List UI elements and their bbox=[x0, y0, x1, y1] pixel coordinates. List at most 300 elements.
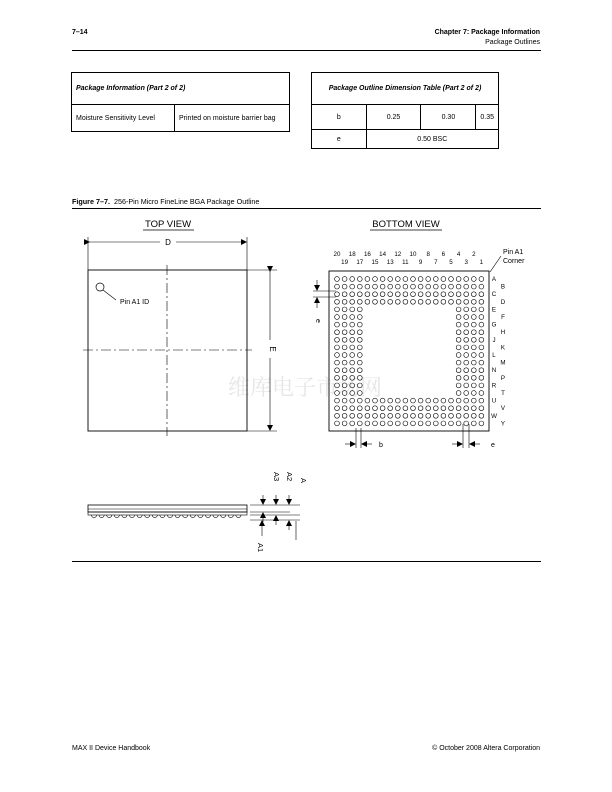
bga-ball bbox=[335, 337, 340, 342]
dimension-table-title: Package Outline Dimension Table (Part 2 of 2) bbox=[312, 73, 499, 105]
bga-ball bbox=[471, 337, 476, 342]
bga-ball bbox=[342, 322, 347, 327]
bga-ball bbox=[456, 277, 461, 282]
bga-ball bbox=[471, 284, 476, 289]
bga-ball bbox=[373, 413, 378, 418]
top-view-package bbox=[88, 270, 247, 431]
bga-ball bbox=[373, 277, 378, 282]
dim-nom: 0.30 bbox=[421, 105, 476, 130]
bga-ball bbox=[357, 299, 362, 304]
bga-ball bbox=[464, 413, 469, 418]
bga-ball bbox=[365, 292, 370, 297]
bga-ball bbox=[357, 315, 362, 320]
bga-ball bbox=[441, 299, 446, 304]
bga-ball bbox=[342, 307, 347, 312]
row-label: R bbox=[491, 382, 497, 390]
bga-ball bbox=[456, 360, 461, 365]
column-label-top: 10 bbox=[409, 251, 417, 258]
chapter-title: Chapter 7: Package Information bbox=[434, 29, 540, 36]
row-label: G bbox=[491, 321, 497, 329]
bga-ball bbox=[357, 368, 362, 373]
bga-ball bbox=[471, 330, 476, 335]
bga-ball bbox=[380, 421, 385, 426]
bga-ball bbox=[426, 277, 431, 282]
bga-ball bbox=[342, 360, 347, 365]
bga-ball bbox=[418, 406, 423, 411]
bga-ball bbox=[464, 337, 469, 342]
side-ball bbox=[198, 515, 203, 518]
bga-ball bbox=[350, 345, 355, 350]
bga-ball bbox=[350, 330, 355, 335]
figure-caption-text: 256-Pin Micro FineLine BGA Package Outline bbox=[113, 197, 260, 206]
dim-symbol: b bbox=[312, 105, 367, 130]
bga-ball bbox=[479, 413, 484, 418]
bga-ball bbox=[335, 322, 340, 327]
column-label-bottom: 11 bbox=[402, 259, 409, 266]
bga-ball bbox=[433, 299, 438, 304]
side-ball bbox=[160, 515, 165, 518]
row-label: H bbox=[500, 329, 506, 337]
bga-ball bbox=[433, 413, 438, 418]
side-view-body bbox=[88, 505, 247, 512]
bga-ball bbox=[342, 277, 347, 282]
bga-ball bbox=[335, 330, 340, 335]
bga-ball bbox=[441, 421, 446, 426]
dim-d-label: D bbox=[165, 238, 171, 247]
side-ball bbox=[228, 515, 233, 518]
bga-ball bbox=[365, 413, 370, 418]
bga-ball bbox=[418, 292, 423, 297]
bga-ball bbox=[456, 322, 461, 327]
bga-ball bbox=[471, 353, 476, 358]
bga-ball bbox=[388, 277, 393, 282]
bga-ball bbox=[403, 277, 408, 282]
bga-ball bbox=[471, 368, 476, 373]
column-label-bottom: 3 bbox=[464, 259, 468, 266]
column-label-bottom: 1 bbox=[479, 259, 484, 266]
bga-ball bbox=[388, 398, 393, 403]
dim-max: 0.35 bbox=[476, 105, 499, 130]
footer-handbook: MAX II Device Handbook bbox=[72, 745, 151, 752]
bga-ball bbox=[380, 299, 385, 304]
bga-ball bbox=[357, 421, 362, 426]
bga-ball bbox=[479, 284, 484, 289]
bga-ball bbox=[342, 421, 347, 426]
bga-ball bbox=[342, 337, 347, 342]
column-label-top: 2 bbox=[472, 251, 476, 258]
bga-ball bbox=[471, 292, 476, 297]
bga-ball bbox=[456, 284, 461, 289]
bga-ball bbox=[357, 284, 362, 289]
bga-ball bbox=[380, 292, 385, 297]
column-label-bottom: 15 bbox=[371, 259, 379, 266]
bga-ball bbox=[403, 421, 408, 426]
bga-ball bbox=[380, 398, 385, 403]
bga-ball bbox=[403, 413, 408, 418]
bga-ball bbox=[456, 406, 461, 411]
side-ball bbox=[183, 515, 188, 518]
column-label-top: 8 bbox=[426, 251, 430, 258]
bga-ball bbox=[471, 307, 476, 312]
bga-ball bbox=[388, 421, 393, 426]
b-label: b bbox=[379, 442, 383, 449]
bga-ball bbox=[464, 330, 469, 335]
bga-ball bbox=[456, 345, 461, 350]
dim-symbol: e bbox=[312, 130, 367, 149]
bga-ball bbox=[335, 353, 340, 358]
footer-copyright: © October 2008 Altera Corporation bbox=[432, 745, 540, 752]
bga-ball bbox=[449, 421, 454, 426]
bga-ball bbox=[464, 368, 469, 373]
row-label: E bbox=[491, 306, 497, 314]
bga-ball bbox=[403, 284, 408, 289]
row-label: L bbox=[492, 352, 496, 359]
bga-ball bbox=[441, 406, 446, 411]
side-label-a3: A3 bbox=[272, 472, 281, 482]
bga-ball bbox=[388, 292, 393, 297]
row-label: B bbox=[500, 283, 506, 291]
bga-ball bbox=[342, 406, 347, 411]
bga-ball bbox=[357, 353, 362, 358]
bga-ball bbox=[471, 360, 476, 365]
bga-ball bbox=[380, 406, 385, 411]
side-ball bbox=[190, 515, 195, 518]
bga-ball bbox=[342, 315, 347, 320]
bga-ball bbox=[411, 406, 416, 411]
bga-ball bbox=[373, 284, 378, 289]
watermark: 维库电子市场网 bbox=[227, 375, 383, 400]
bga-ball bbox=[479, 406, 484, 411]
column-label-top: 12 bbox=[394, 251, 402, 258]
bga-ball bbox=[411, 413, 416, 418]
bga-ball bbox=[456, 421, 461, 426]
bga-ball bbox=[350, 292, 355, 297]
bga-ball bbox=[395, 413, 400, 418]
bga-ball bbox=[433, 292, 438, 297]
row-label: N bbox=[491, 367, 497, 375]
bga-ball bbox=[426, 299, 431, 304]
bga-ball bbox=[464, 277, 469, 282]
bga-ball bbox=[464, 398, 469, 403]
bga-ball bbox=[479, 299, 484, 304]
bga-ball bbox=[418, 398, 423, 403]
bga-ball bbox=[350, 413, 355, 418]
bga-ball bbox=[456, 315, 461, 320]
column-label-bottom: 19 bbox=[341, 259, 349, 266]
column-label-bottom: 13 bbox=[386, 259, 394, 266]
bga-ball bbox=[380, 284, 385, 289]
bga-ball bbox=[357, 337, 362, 342]
pin-a1-id-mark bbox=[96, 283, 104, 291]
bga-ball bbox=[464, 406, 469, 411]
e-bottom-label: e bbox=[491, 442, 495, 449]
bga-ball bbox=[350, 360, 355, 365]
bga-ball bbox=[471, 277, 476, 282]
bga-ball bbox=[456, 383, 461, 388]
bga-ball bbox=[426, 292, 431, 297]
side-ball bbox=[205, 515, 210, 518]
bga-ball bbox=[479, 375, 484, 380]
bga-ball bbox=[456, 292, 461, 297]
bga-ball bbox=[411, 277, 416, 282]
bga-ball bbox=[471, 299, 476, 304]
bga-ball bbox=[342, 353, 347, 358]
column-label-top: 18 bbox=[348, 251, 356, 258]
bga-ball bbox=[464, 299, 469, 304]
bga-ball bbox=[335, 360, 340, 365]
bga-ball bbox=[388, 413, 393, 418]
bga-ball bbox=[365, 406, 370, 411]
bga-ball bbox=[403, 299, 408, 304]
row-label: C bbox=[491, 291, 497, 299]
bga-ball bbox=[449, 277, 454, 282]
bga-ball bbox=[335, 413, 340, 418]
dim-e-label: E bbox=[268, 346, 277, 352]
bga-ball bbox=[350, 277, 355, 282]
figure-number: Figure 7–7. bbox=[72, 197, 110, 206]
bottom-view-title: BOTTOM VIEW bbox=[372, 219, 440, 230]
side-ball bbox=[213, 515, 218, 518]
bga-ball bbox=[456, 299, 461, 304]
bga-ball bbox=[449, 299, 454, 304]
bga-ball bbox=[426, 406, 431, 411]
bga-ball bbox=[449, 284, 454, 289]
bga-ball bbox=[357, 360, 362, 365]
side-label-a2: A2 bbox=[285, 472, 294, 482]
bga-ball bbox=[441, 413, 446, 418]
bga-ball bbox=[464, 307, 469, 312]
bga-ball bbox=[335, 345, 340, 350]
bga-ball bbox=[395, 299, 400, 304]
bga-ball bbox=[350, 315, 355, 320]
side-ball bbox=[91, 515, 96, 518]
bga-ball bbox=[380, 277, 385, 282]
bga-ball bbox=[479, 360, 484, 365]
side-view-substrate bbox=[88, 512, 247, 515]
bga-ball bbox=[471, 322, 476, 327]
bga-ball bbox=[373, 406, 378, 411]
bga-ball bbox=[357, 292, 362, 297]
bga-ball bbox=[365, 421, 370, 426]
column-label-bottom: 17 bbox=[356, 259, 364, 266]
bga-ball bbox=[464, 375, 469, 380]
bga-ball bbox=[471, 398, 476, 403]
section-title: Package Outlines bbox=[485, 39, 540, 46]
side-ball bbox=[99, 515, 104, 518]
side-ball bbox=[152, 515, 157, 518]
bga-ball bbox=[426, 398, 431, 403]
bga-ball bbox=[479, 307, 484, 312]
bga-ball bbox=[403, 292, 408, 297]
bga-ball bbox=[411, 292, 416, 297]
bga-ball bbox=[433, 406, 438, 411]
bga-ball bbox=[449, 292, 454, 297]
bga-ball bbox=[433, 398, 438, 403]
bga-ball bbox=[464, 353, 469, 358]
ball-grid bbox=[335, 277, 484, 426]
bga-ball bbox=[456, 307, 461, 312]
bga-ball bbox=[479, 368, 484, 373]
bga-ball bbox=[395, 292, 400, 297]
bga-ball bbox=[395, 284, 400, 289]
row-label: J bbox=[492, 336, 496, 344]
page-number: 7–14 bbox=[72, 29, 88, 36]
bga-ball bbox=[479, 345, 484, 350]
bga-ball bbox=[350, 307, 355, 312]
bga-ball bbox=[335, 421, 340, 426]
side-ball bbox=[137, 515, 142, 518]
bga-ball bbox=[357, 330, 362, 335]
bga-ball bbox=[464, 391, 469, 396]
bga-ball bbox=[411, 398, 416, 403]
bga-ball bbox=[418, 421, 423, 426]
side-ball bbox=[167, 515, 172, 518]
row-label: V bbox=[500, 405, 506, 413]
row-label: D bbox=[500, 298, 506, 306]
moisture-label: Moisture Sensitivity Level bbox=[72, 105, 175, 132]
dim-span: 0.50 BSC bbox=[366, 130, 498, 149]
bga-ball bbox=[456, 337, 461, 342]
bga-ball bbox=[456, 375, 461, 380]
bga-ball bbox=[418, 284, 423, 289]
bga-ball bbox=[464, 345, 469, 350]
bga-ball bbox=[471, 315, 476, 320]
bga-ball bbox=[350, 322, 355, 327]
side-ball bbox=[175, 515, 180, 518]
e-left-label: e bbox=[314, 319, 321, 323]
pin-a1-corner-label-2: Corner bbox=[503, 258, 525, 265]
side-ball bbox=[122, 515, 127, 518]
row-label: W bbox=[491, 412, 497, 420]
column-label-top: 16 bbox=[363, 251, 371, 258]
bga-ball bbox=[464, 421, 469, 426]
column-label-top: 14 bbox=[379, 251, 387, 258]
bga-ball bbox=[342, 330, 347, 335]
column-label-top: 6 bbox=[441, 251, 446, 258]
bga-ball bbox=[365, 299, 370, 304]
bga-ball bbox=[411, 299, 416, 304]
bga-ball bbox=[456, 330, 461, 335]
bga-ball bbox=[403, 398, 408, 403]
bga-ball bbox=[357, 322, 362, 327]
bga-ball bbox=[350, 337, 355, 342]
bga-ball bbox=[433, 421, 438, 426]
bga-ball bbox=[342, 284, 347, 289]
bga-ball bbox=[388, 299, 393, 304]
bga-ball bbox=[418, 413, 423, 418]
bga-ball bbox=[456, 391, 461, 396]
bga-ball bbox=[403, 406, 408, 411]
row-label: U bbox=[491, 397, 497, 405]
bga-ball bbox=[464, 383, 469, 388]
bga-ball bbox=[335, 307, 340, 312]
bga-ball bbox=[479, 421, 484, 426]
bga-ball bbox=[335, 277, 340, 282]
bga-ball bbox=[335, 299, 340, 304]
side-ball bbox=[221, 515, 226, 518]
bga-ball bbox=[335, 368, 340, 373]
side-ball bbox=[236, 515, 241, 518]
bga-ball bbox=[471, 391, 476, 396]
bga-ball bbox=[449, 406, 454, 411]
bga-ball bbox=[350, 368, 355, 373]
bga-ball bbox=[449, 413, 454, 418]
side-ball bbox=[114, 515, 119, 518]
bga-ball bbox=[357, 345, 362, 350]
bga-ball bbox=[479, 330, 484, 335]
bga-ball bbox=[380, 413, 385, 418]
row-label: M bbox=[500, 359, 506, 367]
bga-ball bbox=[350, 353, 355, 358]
bga-ball bbox=[426, 284, 431, 289]
pin-a1-id-label: Pin A1 ID bbox=[120, 299, 150, 306]
bga-ball bbox=[479, 383, 484, 388]
bga-ball bbox=[441, 277, 446, 282]
bga-ball bbox=[357, 277, 362, 282]
bga-ball bbox=[471, 345, 476, 350]
bga-ball bbox=[464, 322, 469, 327]
column-label-top: 4 bbox=[456, 251, 461, 258]
bga-ball bbox=[433, 284, 438, 289]
bga-ball bbox=[464, 360, 469, 365]
bga-ball bbox=[335, 315, 340, 320]
bga-ball bbox=[464, 284, 469, 289]
pin-a1-corner-label-1: Pin A1 bbox=[503, 249, 524, 256]
bga-ball bbox=[395, 398, 400, 403]
bga-ball bbox=[357, 413, 362, 418]
bga-ball bbox=[357, 307, 362, 312]
bga-ball bbox=[479, 292, 484, 297]
bga-ball bbox=[373, 299, 378, 304]
bga-ball bbox=[342, 292, 347, 297]
row-label: K bbox=[500, 344, 506, 352]
bga-ball bbox=[479, 277, 484, 282]
row-label: F bbox=[501, 314, 505, 321]
bga-ball bbox=[342, 413, 347, 418]
bga-ball bbox=[342, 345, 347, 350]
bga-ball bbox=[456, 353, 461, 358]
bga-ball bbox=[335, 284, 340, 289]
bga-ball bbox=[471, 383, 476, 388]
bga-ball bbox=[471, 421, 476, 426]
bga-ball bbox=[471, 375, 476, 380]
bga-ball bbox=[471, 406, 476, 411]
pin-a1-corner-leader bbox=[490, 256, 501, 272]
bga-ball bbox=[479, 337, 484, 342]
bga-ball bbox=[388, 284, 393, 289]
bga-ball bbox=[456, 368, 461, 373]
dim-min: 0.25 bbox=[366, 105, 421, 130]
row-label: P bbox=[500, 374, 506, 382]
bga-ball bbox=[373, 292, 378, 297]
bga-ball bbox=[464, 315, 469, 320]
bga-ball bbox=[373, 421, 378, 426]
bga-ball bbox=[350, 421, 355, 426]
bga-ball bbox=[395, 421, 400, 426]
bga-ball bbox=[395, 406, 400, 411]
moisture-value: Printed on moisture barrier bag bbox=[175, 105, 290, 132]
column-label-bottom: 9 bbox=[418, 259, 423, 266]
bga-ball bbox=[479, 398, 484, 403]
bga-ball bbox=[411, 284, 416, 289]
bga-ball bbox=[479, 315, 484, 320]
bga-ball bbox=[342, 299, 347, 304]
bga-ball bbox=[456, 398, 461, 403]
bottom-view-package bbox=[329, 271, 489, 431]
side-label-a1: A1 bbox=[256, 543, 265, 553]
column-label-top: 20 bbox=[333, 251, 341, 258]
bga-ball bbox=[426, 413, 431, 418]
